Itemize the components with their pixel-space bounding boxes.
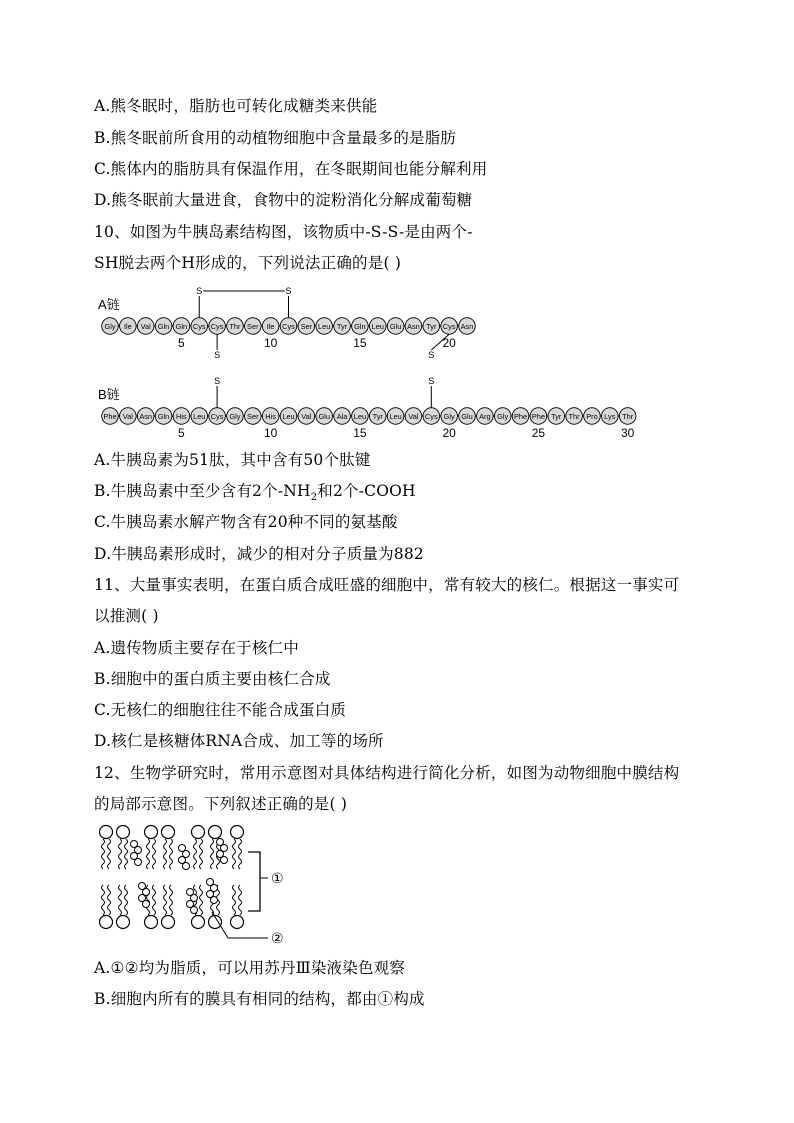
q10-option-b — [94, 480, 416, 509]
chain-b-position-number: 20 — [442, 426, 456, 438]
chain-b-residue-label: Leu — [353, 412, 367, 421]
chain-a-residue-label: Cys — [282, 322, 295, 331]
phospholipid-tail — [200, 885, 203, 915]
chain-a-residue-label: Cys — [192, 322, 206, 331]
chain-b-residue-label: Ser — [247, 412, 259, 421]
chain-b-position-number: 5 — [178, 426, 185, 438]
phospholipid-tail — [170, 885, 173, 915]
sulfur-atom-label: S — [214, 350, 221, 360]
cholesterol-ring — [191, 907, 198, 914]
q10-option-d: D.牛胰岛素形成时，减少的相对分子质量为882 — [94, 545, 424, 563]
q10-option-b-sub: 2 — [310, 492, 318, 504]
chain-b-position-number: 10 — [263, 426, 278, 438]
chain-b-residue-label: Ala — [336, 412, 348, 421]
q11-stem-line2: 以推测( ) — [94, 607, 159, 625]
q11-option-d: D.核仁是核糖体RNA合成、加工等的场所 — [94, 732, 384, 750]
phospholipid-head — [100, 916, 113, 929]
chain-a-position-number: 20 — [442, 336, 456, 350]
phospholipid-head — [145, 826, 158, 839]
phospholipid-head — [192, 826, 205, 839]
phospholipid-tail — [233, 839, 236, 869]
q10-option-c: C.牛胰岛素水解产物含有20种不同的氨基酸 — [94, 513, 398, 531]
sulfur-atom-label: S — [214, 376, 221, 386]
phospholipid-tail — [125, 885, 128, 915]
chain-a-residue-label: Leu — [318, 322, 331, 331]
phospholipid-tail — [125, 839, 128, 869]
chain-b-residue-label: Pro — [586, 412, 598, 421]
phospholipid-head — [100, 826, 113, 839]
chain-b-residue-label: Gly — [229, 412, 241, 421]
chain-a-position-number: 15 — [353, 336, 367, 350]
q9-option-c: C.熊体内的脂肪具有保温作用，在冬眠期间也能分解利用 — [94, 160, 488, 178]
label-1: ① — [271, 870, 284, 886]
phospholipid-head — [231, 916, 244, 929]
label-2: ② — [271, 930, 284, 946]
phospholipid-tail — [194, 839, 197, 869]
chain-b-residue-label: His — [265, 412, 276, 421]
phospholipid-tail — [164, 885, 167, 915]
chain-b-position-number: 25 — [531, 426, 546, 438]
q10-stem-line2: SH脱去两个H形成的，下列说法正确的是( ) — [94, 254, 402, 272]
q10-option-b-pre: B.牛胰岛素中至少含有2个-NH — [94, 482, 311, 500]
chain-a-residue-label: Val — [140, 322, 151, 331]
q12-option-a: A.①②均为脂质，可以用苏丹Ⅲ染液染色观察 — [94, 959, 406, 977]
q12-stem-line2: 的局部示意图。下列叙述正确的是( ) — [94, 795, 348, 813]
phospholipid-tail — [108, 885, 111, 915]
sulfur-atom-label: S — [285, 286, 292, 296]
chain-a-residue-label: Cys — [442, 322, 456, 331]
phospholipid-tail — [200, 839, 203, 869]
phospholipid-tail — [239, 839, 242, 869]
chain-a-residue-label: Ile — [266, 322, 275, 331]
phospholipid-tail — [119, 839, 122, 869]
chain-a-residue-label: Thr — [229, 322, 241, 331]
chain-a-residue-label: Asn — [460, 322, 474, 331]
chain-a-residue-label: Gly — [104, 322, 116, 331]
chain-b-residue-label: Cys — [424, 412, 438, 421]
chain-b-residue-label: Asn — [139, 412, 153, 421]
phospholipid-tail — [164, 839, 167, 869]
chain-b-residue-label: Tyr — [372, 412, 383, 421]
phospholipid-head — [145, 916, 158, 929]
chain-b-position-number: 15 — [353, 426, 367, 438]
chain-a-position-number: 10 — [263, 336, 278, 350]
sulfur-atom-label: S — [428, 376, 435, 386]
chain-b-residue-label: Thr — [568, 412, 580, 421]
chain-a-residue-label: Gln — [157, 322, 170, 331]
chain-a-residue-label: Glu — [389, 322, 402, 331]
chain-b-residue-label: Phe — [103, 412, 117, 421]
insulin-structure-figure — [98, 286, 658, 438]
chain-b-residue-label: Gly — [497, 412, 509, 421]
phospholipid-tail — [102, 839, 105, 869]
phospholipid-head — [117, 826, 130, 839]
chain-b-residue-label: Glu — [461, 412, 473, 421]
phospholipid-head — [162, 916, 175, 929]
chain-b-residue-label: Leu — [282, 412, 295, 421]
chain-b-residue-label: Leu — [389, 412, 402, 421]
phospholipid-tail — [119, 885, 122, 915]
phospholipid-head — [117, 916, 130, 929]
sulfur-atom-label: S — [196, 286, 203, 296]
chain-b-label: B链 — [98, 387, 120, 402]
chain-a-residue-label: Asn — [407, 322, 420, 331]
q11-option-c: C.无核仁的细胞往往不能合成蛋白质 — [94, 701, 347, 719]
chain-b-residue-label: Val — [122, 412, 133, 421]
q11-stem-line1: 11、大量事实表明，在蛋白质合成旺盛的细胞中，常有较大的核仁。根据这一事实可 — [94, 576, 680, 594]
phospholipid-tail — [239, 885, 242, 915]
phospholipid-head — [162, 826, 175, 839]
phospholipid-tail — [233, 885, 236, 915]
q9-option-d: D.熊冬眠前大量进食，食物中的淀粉消化分解成葡萄糖 — [94, 191, 473, 209]
phospholipid-tail — [153, 839, 156, 869]
cholesterol-ring — [183, 863, 190, 870]
chain-a-residue-label: Tyr — [426, 322, 437, 331]
chain-a-residue-label: Tyr — [336, 322, 348, 331]
chain-b-residue-label: Phe — [513, 412, 528, 421]
chain-a-residue-label: Gln — [175, 322, 188, 331]
q12-stem-line1: 12、生物学研究时，常用示意图对具体结构进行简化分析，如图为动物细胞中膜结构 — [94, 764, 680, 782]
q9-option-b: B.熊冬眠前所食用的动植物细胞中含量最多的是脂肪 — [94, 129, 457, 147]
chain-b-residue-label: Arg — [479, 412, 491, 421]
chain-b-residue-label: Phe — [531, 412, 545, 421]
phospholipid-tail — [108, 839, 111, 869]
chain-a-residue-label: Cys — [210, 322, 224, 331]
phospholipid-tail — [102, 885, 105, 915]
chain-a-residue-label: Ser — [300, 322, 313, 331]
q10-option-b-post: 和2个-COOH — [317, 482, 416, 500]
phospholipid-tail — [147, 839, 150, 869]
chain-b-residue-label: Cys — [210, 412, 224, 421]
membrane-diagram — [98, 822, 298, 950]
chain-b-residue-label: Tyr — [551, 412, 562, 421]
phospholipid-tail — [153, 885, 156, 915]
chain-b-residue-label: Val — [408, 412, 419, 421]
cholesterol-ring — [211, 897, 218, 904]
q12-option-b: B.细胞内所有的膜具有相同的结构，都由①构成 — [94, 990, 425, 1008]
phospholipid-head — [231, 826, 244, 839]
chain-a-position-number: 5 — [178, 336, 185, 350]
chain-b-residue-label: Lys — [604, 412, 616, 421]
chain-b-residue-label: Val — [301, 412, 312, 421]
chain-b-residue-label: Gln — [157, 412, 170, 421]
chain-b-residue-label: Gly — [443, 412, 455, 421]
q10-option-a: A.牛胰岛素为51肽，其中含有50个肽键 — [94, 451, 371, 469]
q10-stem-line1: 10、如图为牛胰岛素结构图，该物质中-S-S-是由两个- — [94, 223, 473, 241]
sulfur-atom-label: S — [428, 350, 435, 360]
phospholipid-head — [192, 916, 205, 929]
phospholipid-tail — [211, 839, 214, 869]
cholesterol-ring — [135, 859, 142, 866]
chain-a-label: A链 — [98, 297, 120, 312]
chain-a-residue-label: Ser — [247, 322, 259, 331]
chain-b-residue-label: Thr — [622, 412, 634, 421]
q9-option-a: A.熊冬眠时，脂肪也可转化成糖类来供能 — [94, 97, 378, 115]
phospholipid-head — [209, 826, 222, 839]
chain-b-residue-label: His — [176, 412, 187, 421]
chain-a-residue-label: Ile — [123, 322, 132, 331]
cholesterol-ring — [143, 901, 150, 908]
chain-b-residue-label: Leu — [193, 412, 206, 421]
phospholipid-tail — [170, 839, 173, 869]
q11-option-a: A.遗传物质主要存在于核仁中 — [94, 639, 299, 657]
chain-a-residue-label: Gln — [354, 322, 366, 331]
chain-b-position-number: 30 — [620, 426, 635, 438]
chain-a-residue-label: Leu — [371, 322, 384, 331]
q11-option-b: B.细胞中的蛋白质主要由核仁合成 — [94, 670, 331, 688]
cholesterol-ring — [221, 857, 228, 864]
bracket-1 — [248, 852, 260, 911]
chain-b-residue-label: Glu — [318, 412, 330, 421]
